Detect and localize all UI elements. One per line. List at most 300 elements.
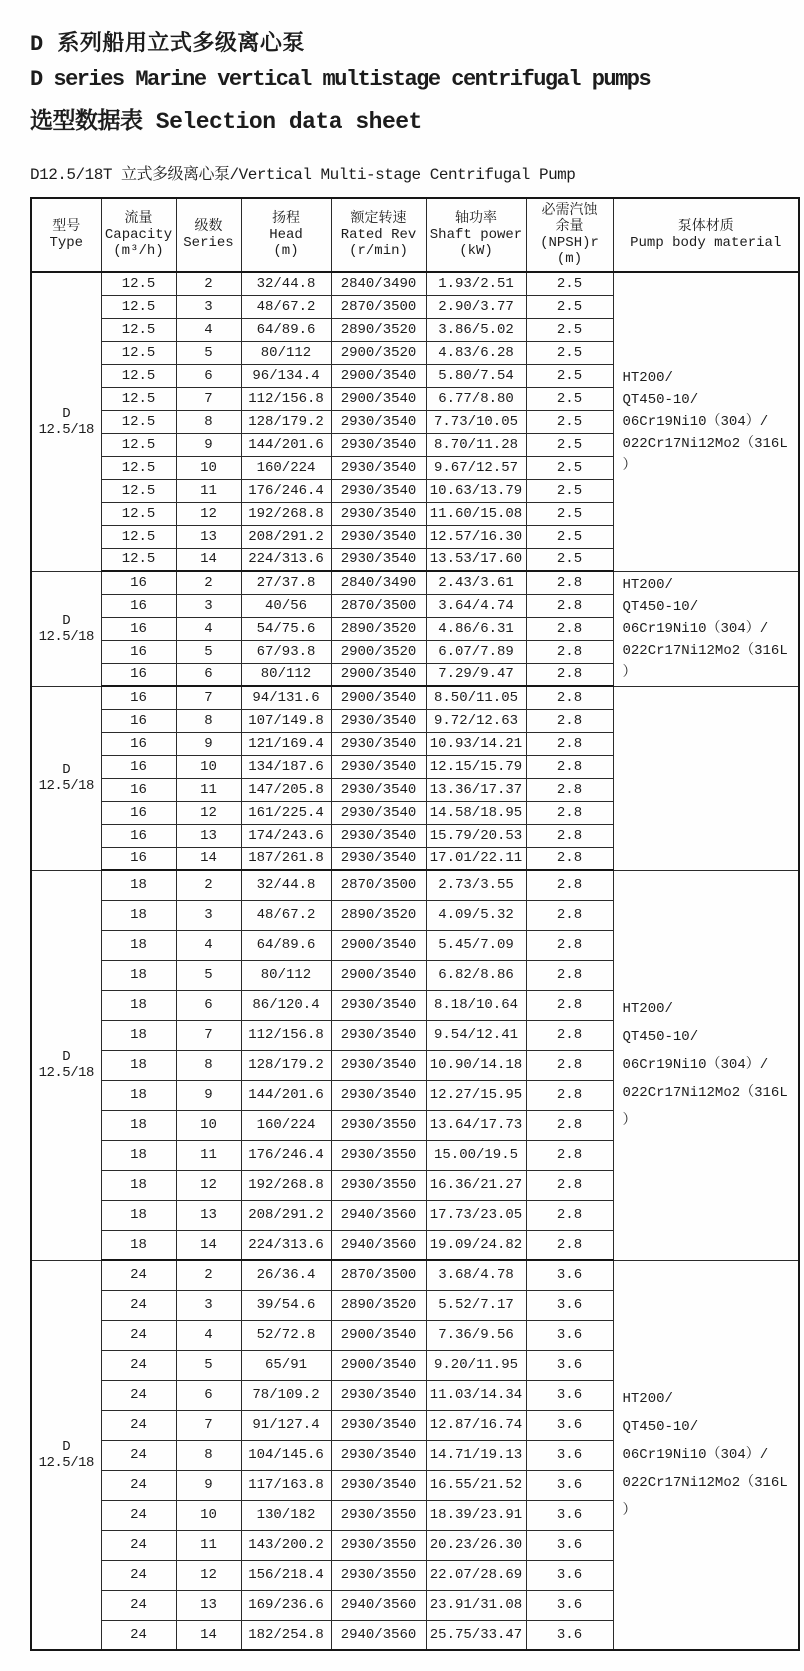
npsh-cell: 2.8 xyxy=(526,847,613,870)
shaft-power-cell: 15.79/20.53 xyxy=(426,824,526,847)
material-cell xyxy=(613,1260,799,1650)
capacity-cell: 24 xyxy=(101,1410,176,1440)
npsh-cell: 2.8 xyxy=(526,709,613,732)
series-cell: 12 xyxy=(176,502,241,525)
shaft-power-cell: 10.63/13.79 xyxy=(426,479,526,502)
series-cell: 2 xyxy=(176,272,241,295)
npsh-cell: 3.6 xyxy=(526,1350,613,1380)
text-line: 流量 xyxy=(124,211,153,227)
rated-rev-cell: 2900/3540 xyxy=(331,364,426,387)
series-cell: 3 xyxy=(176,1290,241,1320)
rated-rev-cell: 2930/3540 xyxy=(331,1080,426,1110)
rated-rev-cell: 2900/3520 xyxy=(331,640,426,663)
head-cell: 78/109.2 xyxy=(241,1380,331,1410)
text-line: (NPSH)r xyxy=(540,235,599,251)
head-cell: 96/134.4 xyxy=(241,364,331,387)
rated-rev-cell: 2900/3540 xyxy=(331,686,426,709)
rated-rev-cell: 2870/3500 xyxy=(331,594,426,617)
capacity-cell: 24 xyxy=(101,1620,176,1650)
text-line: 轴功率 xyxy=(455,211,497,227)
head-cell: 176/246.4 xyxy=(241,1140,331,1170)
rated-rev-cell: 2930/3540 xyxy=(331,1020,426,1050)
text-line: 必需汽蚀 xyxy=(541,203,598,219)
col-header-capacity xyxy=(101,198,176,272)
head-cell: 27/37.8 xyxy=(241,571,331,594)
shaft-power-cell: 5.45/7.09 xyxy=(426,930,526,960)
page-title-zh: D 系列船用立式多级离心泵 xyxy=(30,32,305,57)
rated-rev-cell: 2900/3540 xyxy=(331,960,426,990)
text-line: (kW) xyxy=(459,243,493,259)
series-cell: 8 xyxy=(176,1050,241,1080)
text-line: QT450-10/ xyxy=(622,1418,699,1435)
shaft-power-cell: 8.70/11.28 xyxy=(426,433,526,456)
shaft-power-cell: 10.93/14.21 xyxy=(426,732,526,755)
npsh-cell: 2.8 xyxy=(526,732,613,755)
npsh-cell: 3.6 xyxy=(526,1290,613,1320)
shaft-power-cell: 16.36/21.27 xyxy=(426,1170,526,1200)
series-cell: 11 xyxy=(176,479,241,502)
series-cell: 11 xyxy=(176,1530,241,1560)
series-cell: 14 xyxy=(176,548,241,571)
rated-rev-cell: 2930/3540 xyxy=(331,433,426,456)
rated-rev-cell: 2900/3540 xyxy=(331,663,426,686)
head-cell: 147/205.8 xyxy=(241,778,331,801)
shaft-power-cell: 13.36/17.37 xyxy=(426,778,526,801)
npsh-cell: 2.5 xyxy=(526,433,613,456)
capacity-cell: 18 xyxy=(101,1170,176,1200)
shaft-power-cell: 22.07/28.69 xyxy=(426,1560,526,1590)
pump-group xyxy=(31,272,799,571)
material-cell xyxy=(613,272,799,571)
capacity-cell: 12.5 xyxy=(101,502,176,525)
text-line: Capacity xyxy=(104,227,173,243)
col-header-npsh xyxy=(526,198,613,272)
head-cell: 64/89.6 xyxy=(241,318,331,341)
npsh-cell: 2.8 xyxy=(526,801,613,824)
head-cell: 91/127.4 xyxy=(241,1410,331,1440)
series-cell: 10 xyxy=(176,456,241,479)
capacity-cell: 12.5 xyxy=(101,272,176,295)
npsh-cell: 2.8 xyxy=(526,900,613,930)
col-header-series xyxy=(176,198,241,272)
series-cell: 12 xyxy=(176,801,241,824)
capacity-cell: 24 xyxy=(101,1590,176,1620)
capacity-cell: 18 xyxy=(101,870,176,900)
series-cell: 5 xyxy=(176,640,241,663)
head-cell: 160/224 xyxy=(241,456,331,479)
npsh-cell: 3.6 xyxy=(526,1500,613,1530)
head-cell: 80/112 xyxy=(241,341,331,364)
head-cell: 174/243.6 xyxy=(241,824,331,847)
head-cell: 48/67.2 xyxy=(241,900,331,930)
rated-rev-cell: 2940/3560 xyxy=(331,1590,426,1620)
npsh-cell: 2.8 xyxy=(526,755,613,778)
series-cell: 13 xyxy=(176,824,241,847)
text-line: Series xyxy=(183,235,234,251)
head-cell: 143/200.2 xyxy=(241,1530,331,1560)
text-line: 06Cr19Ni10（304）/ xyxy=(622,413,769,430)
series-cell: 9 xyxy=(176,1470,241,1500)
capacity-cell: 18 xyxy=(101,1050,176,1080)
npsh-cell: 2.8 xyxy=(526,1230,613,1260)
series-cell: 11 xyxy=(176,1140,241,1170)
text-line: QT450-10/ xyxy=(622,391,699,408)
capacity-cell: 24 xyxy=(101,1530,176,1560)
series-cell: 13 xyxy=(176,1200,241,1230)
series-cell: 7 xyxy=(176,686,241,709)
head-cell: 208/291.2 xyxy=(241,525,331,548)
pump-group xyxy=(31,870,799,1260)
table-row xyxy=(31,870,799,900)
rated-rev-cell: 2890/3520 xyxy=(331,900,426,930)
npsh-cell: 3.6 xyxy=(526,1380,613,1410)
text-line: 级数 xyxy=(194,219,223,235)
head-cell: 112/156.8 xyxy=(241,1020,331,1050)
npsh-cell: 3.6 xyxy=(526,1530,613,1560)
head-cell: 208/291.2 xyxy=(241,1200,331,1230)
shaft-power-cell: 4.83/6.28 xyxy=(426,341,526,364)
npsh-cell: 2.8 xyxy=(526,1110,613,1140)
series-cell: 4 xyxy=(176,1320,241,1350)
head-cell: 117/163.8 xyxy=(241,1470,331,1500)
npsh-cell: 2.8 xyxy=(526,960,613,990)
text-line: 022Cr17Ni12Mo2（316L xyxy=(622,1085,788,1101)
head-cell: 107/149.8 xyxy=(241,709,331,732)
shaft-power-cell: 7.29/9.47 xyxy=(426,663,526,686)
capacity-cell: 24 xyxy=(101,1260,176,1290)
rated-rev-cell: 2930/3540 xyxy=(331,1470,426,1500)
npsh-cell: 2.5 xyxy=(526,502,613,525)
npsh-cell: 2.8 xyxy=(526,663,613,686)
npsh-cell: 2.8 xyxy=(526,1200,613,1230)
text-line: HT200/ xyxy=(622,1001,673,1017)
text-line: Type xyxy=(49,235,84,251)
rated-rev-cell: 2930/3540 xyxy=(331,410,426,433)
shaft-power-cell: 16.55/21.52 xyxy=(426,1470,526,1500)
col-header-type xyxy=(31,198,101,272)
text-line: (m) xyxy=(273,243,299,259)
pump-group xyxy=(31,686,799,870)
rated-rev-cell: 2930/3540 xyxy=(331,755,426,778)
table-head xyxy=(31,198,799,272)
head-cell: 176/246.4 xyxy=(241,479,331,502)
text-line: 022Cr17Ni12Mo2（316L xyxy=(622,642,788,659)
material-cell xyxy=(613,571,799,686)
head-cell: 52/72.8 xyxy=(241,1320,331,1350)
head-cell: 224/313.6 xyxy=(241,1230,331,1260)
capacity-cell: 16 xyxy=(101,594,176,617)
npsh-cell: 2.5 xyxy=(526,456,613,479)
table-row xyxy=(31,272,799,295)
head-cell: 192/268.8 xyxy=(241,502,331,525)
rated-rev-cell: 2930/3540 xyxy=(331,1050,426,1080)
shaft-power-cell: 3.86/5.02 xyxy=(426,318,526,341)
rated-rev-cell: 2930/3540 xyxy=(331,709,426,732)
capacity-cell: 16 xyxy=(101,755,176,778)
series-cell: 8 xyxy=(176,410,241,433)
capacity-cell: 24 xyxy=(101,1440,176,1470)
capacity-cell: 18 xyxy=(101,960,176,990)
capacity-cell: 18 xyxy=(101,1080,176,1110)
text-line: 扬程 xyxy=(272,211,300,227)
shaft-power-cell: 12.27/15.95 xyxy=(426,1080,526,1110)
head-cell: 160/224 xyxy=(241,1110,331,1140)
head-cell: 192/268.8 xyxy=(241,1170,331,1200)
npsh-cell: 2.8 xyxy=(526,686,613,709)
capacity-cell: 24 xyxy=(101,1350,176,1380)
rated-rev-cell: 2930/3540 xyxy=(331,479,426,502)
npsh-cell: 3.6 xyxy=(526,1560,613,1590)
capacity-cell: 18 xyxy=(101,990,176,1020)
col-header-head xyxy=(241,198,331,272)
series-cell: 6 xyxy=(176,990,241,1020)
npsh-cell: 3.6 xyxy=(526,1590,613,1620)
shaft-power-cell: 9.72/12.63 xyxy=(426,709,526,732)
material-cell xyxy=(613,870,799,1260)
capacity-cell: 16 xyxy=(101,663,176,686)
head-cell: 54/75.6 xyxy=(241,617,331,640)
head-cell: 67/93.8 xyxy=(241,640,331,663)
head-cell: 26/36.4 xyxy=(241,1260,331,1290)
npsh-cell: 2.8 xyxy=(526,990,613,1020)
rated-rev-cell: 2930/3540 xyxy=(331,778,426,801)
text-line: (m) xyxy=(556,251,583,267)
series-cell: 12 xyxy=(176,1170,241,1200)
capacity-cell: 18 xyxy=(101,930,176,960)
capacity-cell: 12.5 xyxy=(101,548,176,571)
npsh-cell: 3.6 xyxy=(526,1620,613,1650)
series-cell: 7 xyxy=(176,1020,241,1050)
text-line: ） xyxy=(622,457,637,474)
rated-rev-cell: 2900/3520 xyxy=(331,341,426,364)
capacity-cell: 12.5 xyxy=(101,364,176,387)
shaft-power-cell: 6.07/7.89 xyxy=(426,640,526,663)
text-line: Pump body material xyxy=(630,235,782,251)
rated-rev-cell: 2930/3540 xyxy=(331,1440,426,1470)
shaft-power-cell: 11.03/14.34 xyxy=(426,1380,526,1410)
head-cell: 65/91 xyxy=(241,1350,331,1380)
capacity-cell: 24 xyxy=(101,1470,176,1500)
shaft-power-cell: 14.71/19.13 xyxy=(426,1440,526,1470)
series-cell: 3 xyxy=(176,900,241,930)
npsh-cell: 2.5 xyxy=(526,548,613,571)
npsh-cell: 2.5 xyxy=(526,410,613,433)
shaft-power-cell: 12.57/16.30 xyxy=(426,525,526,548)
head-cell: 64/89.6 xyxy=(241,930,331,960)
rated-rev-cell: 2930/3540 xyxy=(331,732,426,755)
rated-rev-cell: 2840/3490 xyxy=(331,272,426,295)
text-line: 022Cr17Ni12Mo2（316L xyxy=(622,435,788,452)
col-header-shaft-power xyxy=(426,198,526,272)
page-title-en: D series Marine vertical multistage centrifugal pumps xyxy=(30,67,651,92)
capacity-cell: 18 xyxy=(101,1230,176,1260)
series-cell: 7 xyxy=(176,387,241,410)
head-cell: 224/313.6 xyxy=(241,548,331,571)
rated-rev-cell: 2930/3540 xyxy=(331,1410,426,1440)
shaft-power-cell: 9.67/12.57 xyxy=(426,456,526,479)
shaft-power-cell: 5.80/7.54 xyxy=(426,364,526,387)
text-line: Shaft power xyxy=(429,227,523,243)
shaft-power-cell: 6.77/8.80 xyxy=(426,387,526,410)
text-line: HT200/ xyxy=(622,576,673,593)
npsh-cell: 2.5 xyxy=(526,341,613,364)
capacity-cell: 12.5 xyxy=(101,341,176,364)
series-cell: 13 xyxy=(176,1590,241,1620)
series-cell: 2 xyxy=(176,870,241,900)
series-cell: 4 xyxy=(176,617,241,640)
shaft-power-cell: 3.68/4.78 xyxy=(426,1260,526,1290)
text-line: 06Cr19Ni10（304）/ xyxy=(622,1446,769,1463)
npsh-cell: 2.8 xyxy=(526,617,613,640)
type-cell: D 12.5/18 xyxy=(31,686,101,870)
rated-rev-cell: 2930/3550 xyxy=(331,1140,426,1170)
text-line: Rated Rev xyxy=(340,227,417,243)
shaft-power-cell: 7.36/9.56 xyxy=(426,1320,526,1350)
head-cell: 187/261.8 xyxy=(241,847,331,870)
rated-rev-cell: 2930/3550 xyxy=(331,1500,426,1530)
text-line: QT450-10/ xyxy=(622,1029,699,1045)
shaft-power-cell: 12.15/15.79 xyxy=(426,755,526,778)
shaft-power-cell: 7.73/10.05 xyxy=(426,410,526,433)
capacity-cell: 24 xyxy=(101,1380,176,1410)
shaft-power-cell: 18.39/23.91 xyxy=(426,1500,526,1530)
capacity-cell: 16 xyxy=(101,801,176,824)
series-cell: 2 xyxy=(176,571,241,594)
shaft-power-cell: 13.64/17.73 xyxy=(426,1110,526,1140)
head-cell: 121/169.4 xyxy=(241,732,331,755)
npsh-cell: 3.6 xyxy=(526,1260,613,1290)
shaft-power-cell: 4.86/6.31 xyxy=(426,617,526,640)
capacity-cell: 12.5 xyxy=(101,318,176,341)
head-cell: 48/67.2 xyxy=(241,295,331,318)
series-cell: 5 xyxy=(176,341,241,364)
rated-rev-cell: 2870/3500 xyxy=(331,295,426,318)
series-cell: 10 xyxy=(176,1500,241,1530)
header-row xyxy=(31,198,799,272)
npsh-cell: 2.5 xyxy=(526,479,613,502)
shaft-power-cell: 9.20/11.95 xyxy=(426,1350,526,1380)
pump-group xyxy=(31,571,799,686)
rated-rev-cell: 2930/3540 xyxy=(331,548,426,571)
capacity-cell: 16 xyxy=(101,686,176,709)
series-cell: 6 xyxy=(176,1380,241,1410)
rated-rev-cell: 2940/3560 xyxy=(331,1200,426,1230)
series-cell: 14 xyxy=(176,1620,241,1650)
series-cell: 8 xyxy=(176,709,241,732)
npsh-cell: 3.6 xyxy=(526,1440,613,1470)
rated-rev-cell: 2900/3540 xyxy=(331,930,426,960)
rated-rev-cell: 2900/3540 xyxy=(331,1350,426,1380)
rated-rev-cell: 2930/3540 xyxy=(331,502,426,525)
text-line: 余量 xyxy=(555,219,584,235)
series-cell: 14 xyxy=(176,1230,241,1260)
npsh-cell: 2.8 xyxy=(526,594,613,617)
head-cell: 144/201.6 xyxy=(241,433,331,456)
shaft-power-cell: 23.91/31.08 xyxy=(426,1590,526,1620)
shaft-power-cell: 13.53/17.60 xyxy=(426,548,526,571)
shaft-power-cell: 15.00/19.5 xyxy=(426,1140,526,1170)
rated-rev-cell: 2930/3550 xyxy=(331,1170,426,1200)
text-line: ） xyxy=(622,664,637,681)
table-caption: D12.5/18T 立式多级离心泵/Vertical Multi-stage Centrifugal Pump xyxy=(30,166,576,184)
head-cell: 130/182 xyxy=(241,1500,331,1530)
material-cell xyxy=(613,686,799,870)
capacity-cell: 18 xyxy=(101,1110,176,1140)
capacity-cell: 16 xyxy=(101,640,176,663)
capacity-cell: 12.5 xyxy=(101,479,176,502)
npsh-cell: 2.5 xyxy=(526,387,613,410)
shaft-power-cell: 14.58/18.95 xyxy=(426,801,526,824)
head-cell: 182/254.8 xyxy=(241,1620,331,1650)
shaft-power-cell: 3.64/4.74 xyxy=(426,594,526,617)
capacity-cell: 24 xyxy=(101,1320,176,1350)
rated-rev-cell: 2900/3540 xyxy=(331,1320,426,1350)
head-cell: 104/145.6 xyxy=(241,1440,331,1470)
text-line: 泵体材质 xyxy=(677,219,734,235)
series-cell: 3 xyxy=(176,295,241,318)
capacity-cell: 18 xyxy=(101,1020,176,1050)
rated-rev-cell: 2930/3540 xyxy=(331,847,426,870)
rated-rev-cell: 2870/3500 xyxy=(331,1260,426,1290)
head-cell: 32/44.8 xyxy=(241,272,331,295)
capacity-cell: 16 xyxy=(101,824,176,847)
rated-rev-cell: 2930/3540 xyxy=(331,456,426,479)
text-line: 06Cr19Ni10（304）/ xyxy=(622,620,769,637)
npsh-cell: 2.5 xyxy=(526,525,613,548)
rated-rev-cell: 2930/3550 xyxy=(331,1530,426,1560)
shaft-power-cell: 1.93/2.51 xyxy=(426,272,526,295)
text-line: (m³/h) xyxy=(113,243,164,259)
head-cell: 128/179.2 xyxy=(241,1050,331,1080)
capacity-cell: 12.5 xyxy=(101,387,176,410)
table-row xyxy=(31,571,799,594)
shaft-power-cell: 6.82/8.86 xyxy=(426,960,526,990)
shaft-power-cell: 12.87/16.74 xyxy=(426,1410,526,1440)
selection-table xyxy=(30,197,800,1651)
rated-rev-cell: 2930/3550 xyxy=(331,1110,426,1140)
npsh-cell: 2.8 xyxy=(526,1050,613,1080)
capacity-cell: 18 xyxy=(101,1200,176,1230)
capacity-cell: 24 xyxy=(101,1500,176,1530)
capacity-cell: 12.5 xyxy=(101,456,176,479)
series-cell: 9 xyxy=(176,1080,241,1110)
npsh-cell: 2.8 xyxy=(526,870,613,900)
head-cell: 39/54.6 xyxy=(241,1290,331,1320)
shaft-power-cell: 17.73/23.05 xyxy=(426,1200,526,1230)
text-line: (r/min) xyxy=(349,243,408,259)
head-cell: 80/112 xyxy=(241,663,331,686)
capacity-cell: 16 xyxy=(101,732,176,755)
head-cell: 134/187.6 xyxy=(241,755,331,778)
table-row xyxy=(31,1260,799,1290)
shaft-power-cell: 19.09/24.82 xyxy=(426,1230,526,1260)
pump-group xyxy=(31,1260,799,1650)
text-line: Head xyxy=(269,227,303,243)
npsh-cell: 2.8 xyxy=(526,930,613,960)
capacity-cell: 12.5 xyxy=(101,433,176,456)
npsh-cell: 2.5 xyxy=(526,295,613,318)
text-line: HT200/ xyxy=(622,1390,673,1407)
rated-rev-cell: 2940/3560 xyxy=(331,1620,426,1650)
shaft-power-cell: 20.23/26.30 xyxy=(426,1530,526,1560)
shaft-power-cell: 4.09/5.32 xyxy=(426,900,526,930)
series-cell: 10 xyxy=(176,755,241,778)
shaft-power-cell: 11.60/15.08 xyxy=(426,502,526,525)
series-cell: 7 xyxy=(176,1410,241,1440)
capacity-cell: 18 xyxy=(101,1140,176,1170)
head-cell: 94/131.6 xyxy=(241,686,331,709)
rated-rev-cell: 2930/3540 xyxy=(331,990,426,1020)
